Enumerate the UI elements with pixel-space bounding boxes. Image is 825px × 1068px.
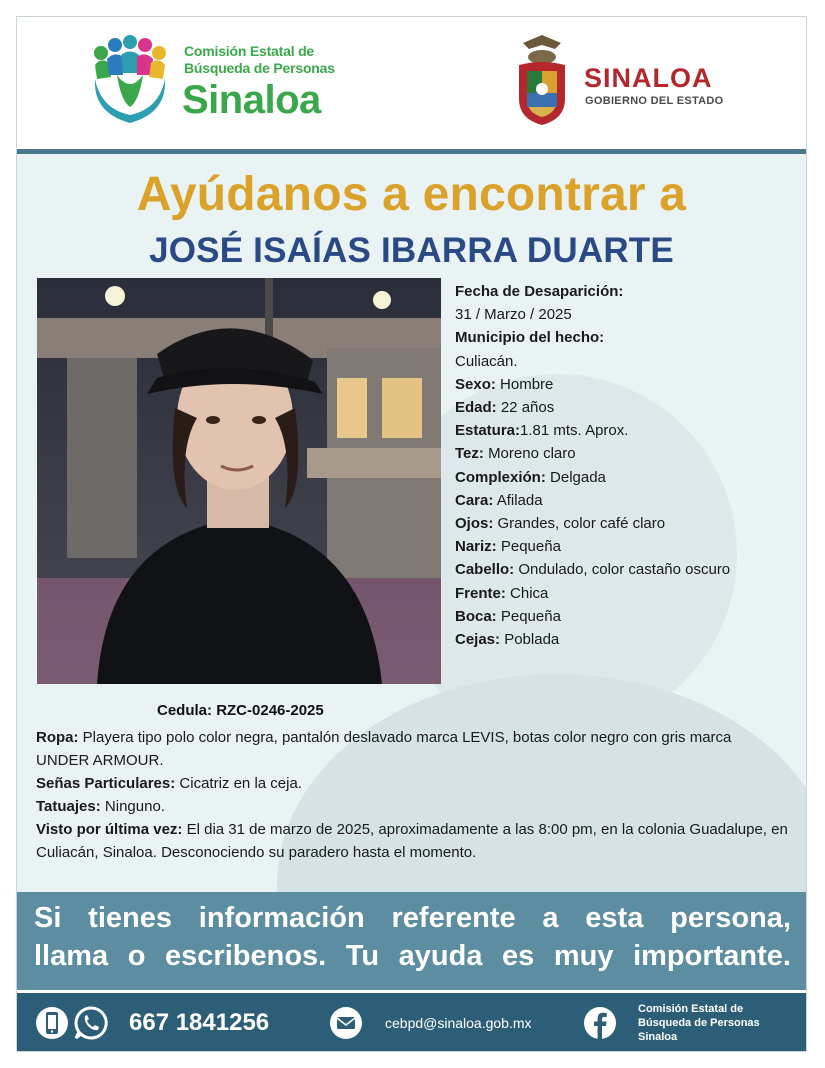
person-name: JOSÉ ISAÍAS IBARRA DUARTE [149, 231, 674, 270]
cedula: Cedula: RZC-0246-2025 [157, 702, 324, 719]
detail-estatura: Estatura:1.81 mts. Aprox. [455, 422, 629, 440]
call-to-action [17, 892, 806, 990]
person-photo [37, 278, 441, 684]
state-title: SINALOA [584, 63, 713, 93]
detail-municipio-value: Culiacán. [455, 352, 518, 370]
person-photo-illustration [37, 278, 441, 684]
person-details [455, 280, 795, 651]
description [36, 726, 788, 864]
cta-line2: llama o escribenos. Tu ayuda es muy importante. [34, 940, 791, 972]
detail-boca: Boca: Pequeña [455, 607, 561, 625]
detail-fecha-value: 31 / Marzo / 2025 [455, 306, 572, 324]
desc-senas: Señas Particulares: Cicatriz en la ceja. [36, 775, 302, 792]
contact-footer [17, 990, 806, 1052]
detail-ojos: Ojos: Grandes, color café claro [455, 515, 666, 533]
missing-person-poster [16, 16, 807, 1052]
headline: Ayúdanos a encontrar a [136, 168, 687, 221]
detail-sexo: Sexo: Hombre [455, 375, 554, 393]
whatsapp-icon[interactable] [73, 1005, 109, 1041]
facebook-icon[interactable] [583, 1006, 617, 1040]
detail-complexion: Complexión: Delgada [455, 468, 606, 486]
org-name-line3: Sinaloa [182, 78, 321, 122]
desc-tatuajes: Tatuajes: Ninguno. [36, 798, 165, 815]
detail-cabello: Cabello: Ondulado, color castaño oscuro [455, 561, 731, 579]
phone-number[interactable]: 667 1841256 [129, 1009, 270, 1036]
mobile-phone-icon [35, 1006, 69, 1040]
footer-divider [17, 990, 806, 993]
state-subtitle: GOBIERNO DEL ESTADO [585, 95, 724, 107]
detail-edad: Edad: 22 años [455, 399, 555, 417]
cebp-logo-icon [87, 35, 173, 127]
detail-cara: Cara: Afilada [455, 491, 543, 509]
detail-cejas: Cejas: Poblada [455, 631, 560, 649]
detail-fecha-label: Fecha de Desaparición: [455, 283, 624, 300]
desc-ropa: Ropa: Playera tipo polo color negra, pantalón deslavado marca LEVIS, botas color negro con gris marca UNDER ARMOUR. [36, 729, 732, 769]
facebook-page-name[interactable]: Comisión Estatal de Búsqueda de Personas Sinaloa [638, 1003, 760, 1043]
desc-visto: Visto por última vez: El dia 31 de marzo de 2025, aproximadamente a las 8:00 pm, en la colonia Guadalupe, en Culiacán, Sinaloa. Desconociendo su paradero hasta el momento. [36, 821, 788, 861]
detail-frente: Frente: Chica [455, 584, 549, 602]
cta-line1: Si tienes información referente a esta persona, [34, 902, 791, 934]
header [17, 17, 806, 151]
detail-municipio-label: Municipio del hecho: [455, 329, 605, 347]
org-name-line2: Búsqueda de Personas [184, 60, 335, 76]
sinaloa-seal-icon [515, 35, 569, 127]
mail-icon [329, 1006, 363, 1040]
detail-tez: Tez: Moreno claro [455, 445, 576, 463]
org-name-line1: Comisión Estatal de [184, 43, 315, 59]
email-address[interactable]: cebpd@sinaloa.gob.mx [385, 1015, 532, 1031]
detail-nariz: Nariz: Pequeña [455, 538, 561, 556]
main-content [17, 154, 806, 892]
